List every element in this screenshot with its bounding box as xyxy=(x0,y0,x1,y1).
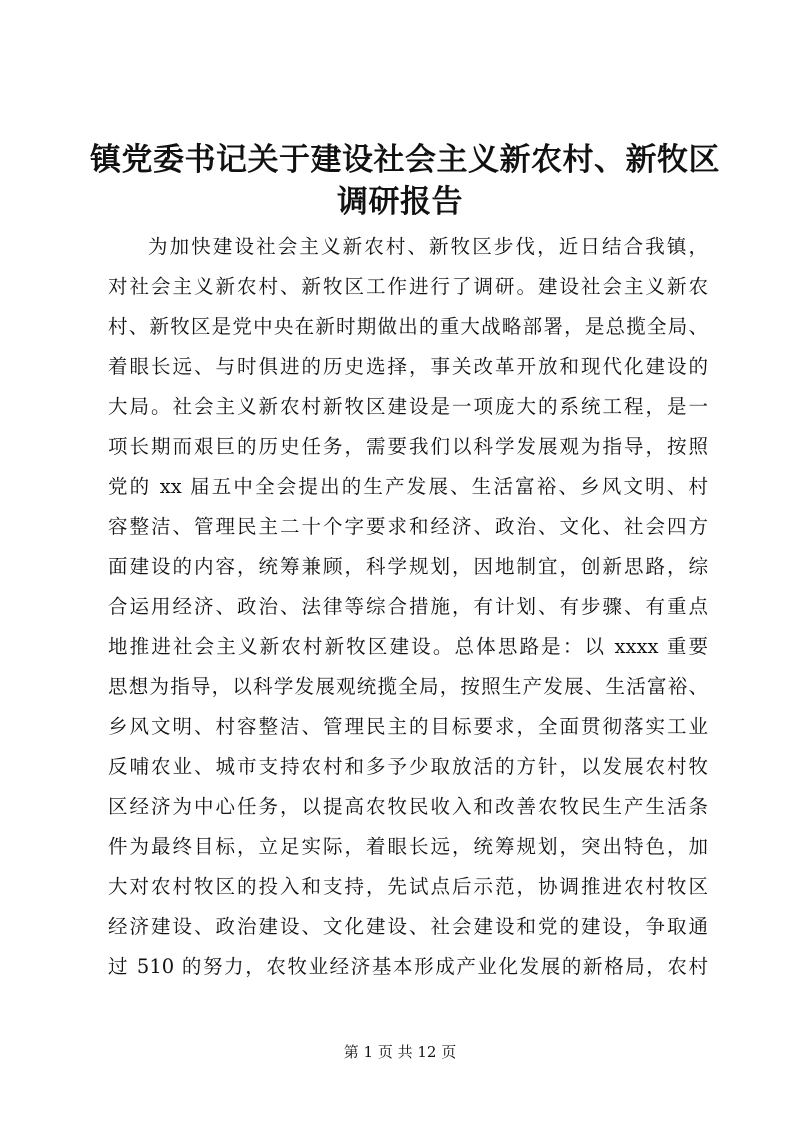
paragraph-line: 项长期而艰巨的历史任务，需要我们以科学发展观为指导，按照 xyxy=(108,435,708,458)
document-title-line-1: 镇党委书记关于建设社会主义新农村、新牧区 xyxy=(90,142,720,178)
paragraph-line: 村、新牧区是党中央在新时期做出的重大战略部署，是总揽全局、 xyxy=(108,315,708,338)
paragraph-line: 党的 xx 届五中全会提出的生产发展、生活富裕、乡风文明、村 xyxy=(108,475,708,498)
page-number-footer: 第 1 页 共 12 页 xyxy=(343,1043,457,1061)
paragraph-line: 经济建设、政治建设、文化建设、社会建设和党的建设，争取通 xyxy=(108,915,708,938)
paragraph-line: 思想为指导，以科学发展观统揽全局，按照生产发展、生活富裕、 xyxy=(108,675,708,698)
paragraph-line: 大对农村牧区的投入和支持，先试点后示范，协调推进农村牧区 xyxy=(108,875,708,898)
paragraph-line: 为加快建设社会主义新农村、新牧区步伐，近日结合我镇， xyxy=(148,235,708,258)
paragraph-line: 区经济为中心任务，以提高农牧民收入和改善农牧民生产生活条 xyxy=(108,795,708,818)
paragraph-line: 对社会主义新农村、新牧区工作进行了调研。建设社会主义新农 xyxy=(108,275,708,298)
paragraph-line: 着眼长远、与时俱进的历史选择，事关改革开放和现代化建设的 xyxy=(108,355,708,378)
paragraph-line: 地推进社会主义新农村新牧区建设。总体思路是：以 xxxx 重要 xyxy=(108,635,708,658)
paragraph-line: 件为最终目标，立足实际，着眼长远，统筹规划，突出特色，加 xyxy=(108,835,708,858)
paragraph-line: 容整洁、管理民主二十个字要求和经济、政治、文化、社会四方 xyxy=(108,515,708,538)
document-title-line-2: 调研报告 xyxy=(337,184,463,220)
paragraph-line: 合运用经济、政治、法律等综合措施，有计划、有步骤、有重点 xyxy=(108,595,708,618)
paragraph-line: 过 510 的努力，农牧业经济基本形成产业化发展的新格局，农村 xyxy=(108,955,708,978)
paragraph-line: 乡风文明、村容整洁、管理民主的目标要求，全面贯彻落实工业 xyxy=(108,715,708,738)
paragraph-line: 面建设的内容，统筹兼顾，科学规划，因地制宜，创新思路，综 xyxy=(108,555,708,578)
body-paragraph xyxy=(108,227,708,987)
paragraph-line: 大局。社会主义新农村新牧区建设是一项庞大的系统工程，是一 xyxy=(108,395,708,418)
paragraph-line: 反哺农业、城市支持农村和多予少取放活的方针，以发展农村牧 xyxy=(108,755,708,778)
